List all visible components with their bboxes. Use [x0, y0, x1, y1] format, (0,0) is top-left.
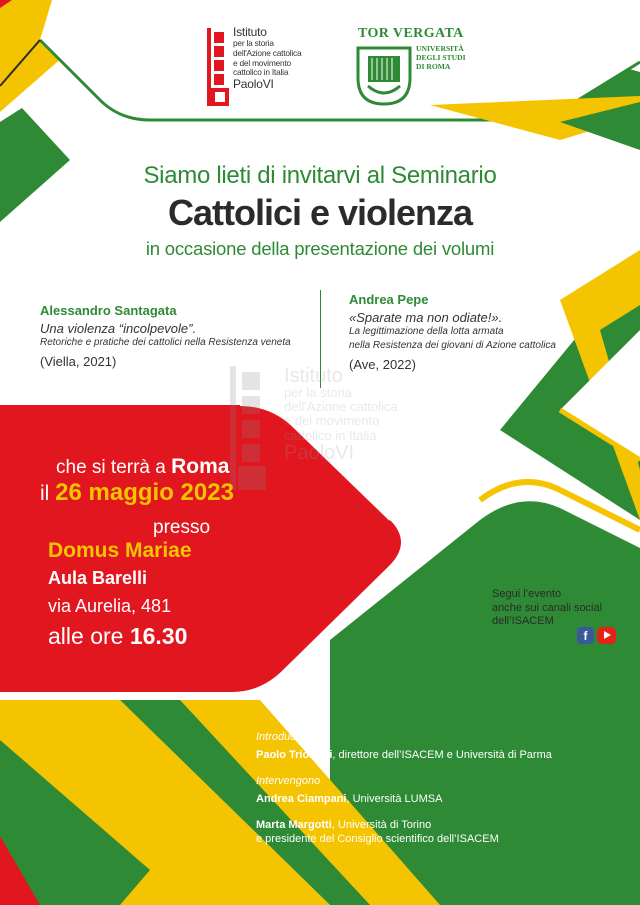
- event-date: 26 maggio 2023: [55, 479, 234, 506]
- introducer: Paolo Trionfini, direttore dell’ISACEM e Università di Parma: [256, 749, 552, 761]
- speakers-section: [256, 731, 626, 845]
- youtube-icon[interactable]: [597, 627, 616, 644]
- tor-vergata-logo: [352, 24, 477, 110]
- isacem-name: Istituto per la storia dell'Azione cattolica e del movimento cattolico in Italia PaoloVI: [233, 25, 302, 92]
- speaker-margotti-role: e presidente del Consiglio scientifico dell’ISACEM: [256, 833, 499, 845]
- book-title: «Sparate ma non odiate!».: [349, 310, 503, 325]
- isacem-logo: [205, 26, 320, 108]
- event-time: 16.30: [129, 623, 188, 649]
- book-subtitle: Retoriche e pratiche dei cattolici nella Resistenza veneta: [40, 337, 291, 348]
- intro-text: Siamo lieti di invitarvi al Seminario: [143, 162, 497, 189]
- book-author: Andrea Pepe: [349, 292, 429, 307]
- event-room: Aula Barelli: [48, 568, 148, 588]
- isacem-watermark-icon: [228, 364, 268, 494]
- book-santagata: [40, 303, 320, 369]
- tor-vergata-subtitle: UNIVERSITÀ DEGLI STUDI DI ROMA: [416, 44, 466, 71]
- event-address: via Aurelia, 481: [48, 596, 172, 616]
- event-city: Roma: [171, 455, 230, 478]
- isacem-monogram-icon: [205, 26, 231, 108]
- book-publisher: (Ave, 2022): [349, 357, 416, 372]
- event-presso: presso: [153, 517, 211, 538]
- event-date-line: il 26 maggio 2023: [40, 479, 234, 506]
- isacem-watermark: [228, 364, 418, 494]
- book-subtitle: La legittimazione della lotta armata: [349, 326, 504, 337]
- event-time-line: alle ore 16.30: [48, 623, 188, 649]
- introduce-label: Introduce: [256, 731, 302, 743]
- seminar-title: Cattolici e violenza: [167, 192, 473, 233]
- book-publisher: (Viella, 2021): [40, 354, 117, 369]
- book-subtitle: nella Resistenza dei giovani di Azione cattolica: [349, 340, 556, 351]
- isacem-watermark-text: Istituto per la storia dell'Azione cattolica e del movimento cattolico in Italia PaoloVI: [284, 365, 398, 464]
- speaker-ciampani: Andrea Ciampani, Università LUMSA: [256, 793, 443, 805]
- speaker-margotti: Marta Margotti, Università di Torino: [256, 819, 432, 831]
- tor-vergata-title: TOR VERGATA: [358, 26, 464, 41]
- tor-vergata-emblem-icon: [356, 46, 412, 106]
- speak-label: Intervengono: [256, 775, 321, 787]
- book-author: Alessandro Santagata: [40, 303, 177, 318]
- event-venue: Domus Mariae: [48, 539, 192, 562]
- book-pepe: [349, 292, 609, 372]
- seminar-subtitle: in occasione della presentazione dei volumi: [145, 238, 495, 259]
- facebook-icon[interactable]: f: [577, 627, 594, 644]
- social-follow: Segui l’evento anche sui canali social dell’ISACEM: [492, 588, 603, 627]
- event-location-line: che si terrà a Roma: [56, 455, 230, 478]
- book-title: Una violenza “incolpevole”.: [40, 321, 197, 336]
